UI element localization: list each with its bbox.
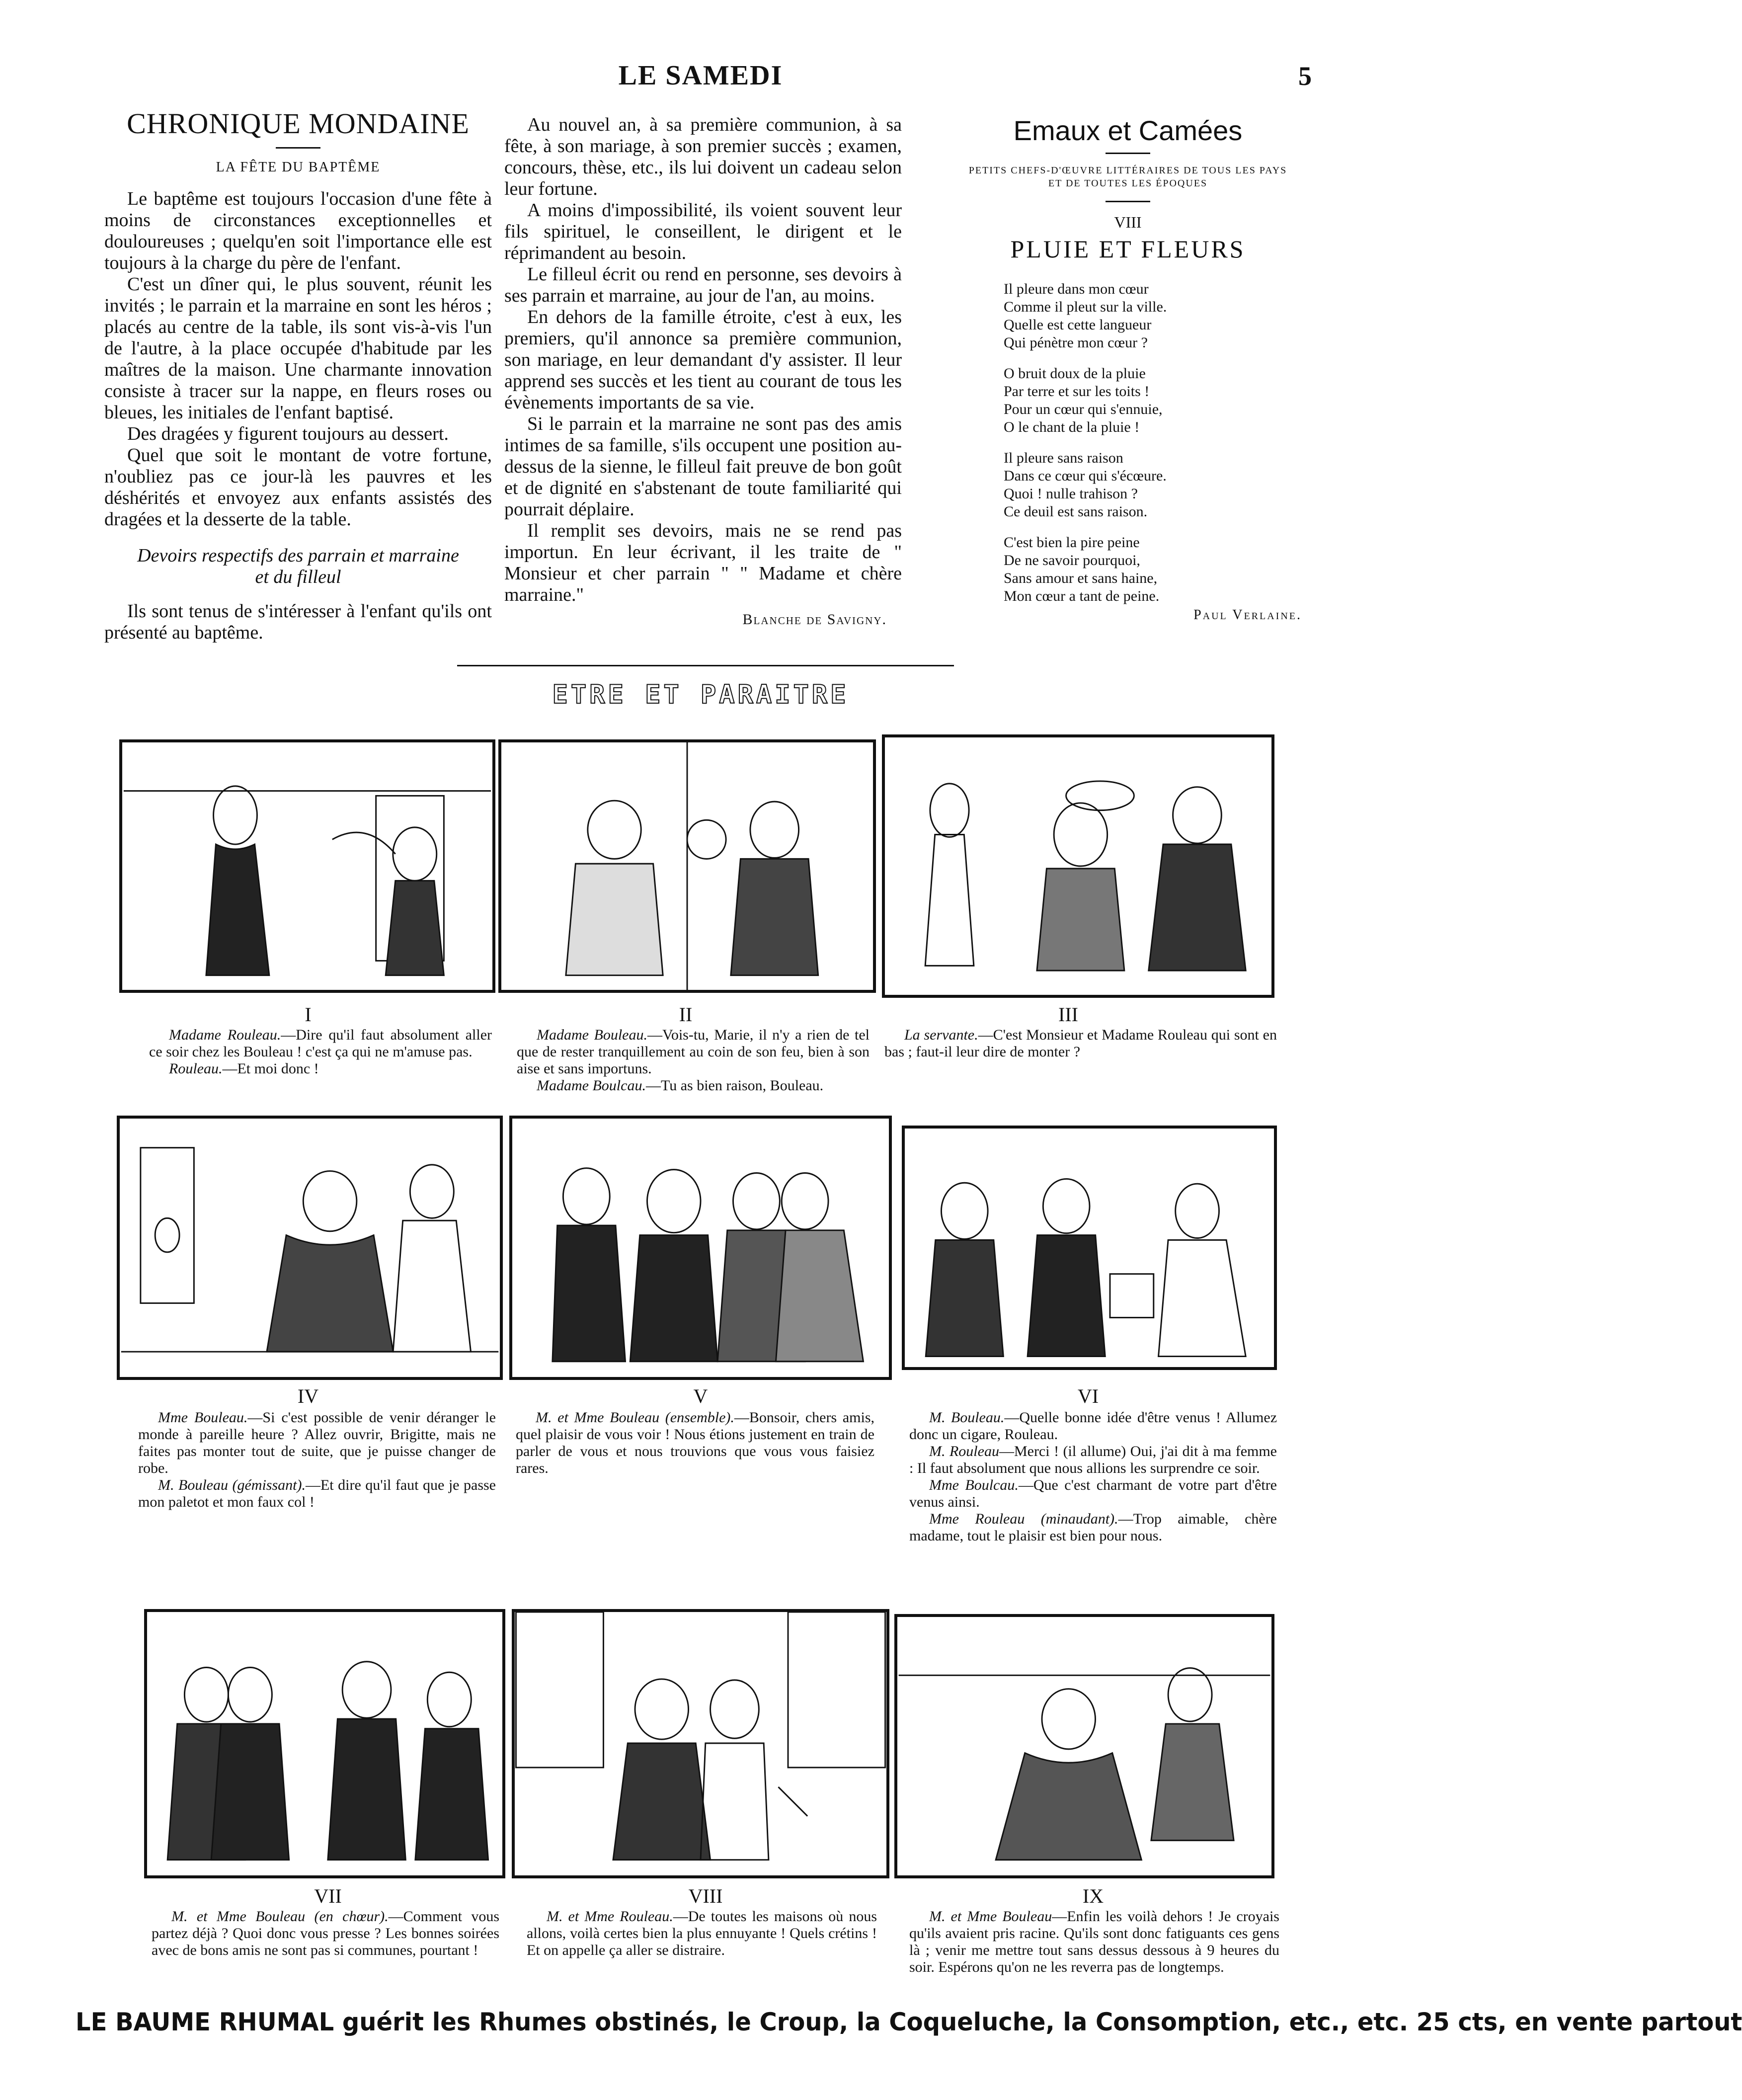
column-two xyxy=(504,114,902,630)
speaker: M. et Mme Rouleau. xyxy=(547,1908,673,1925)
chronique-closing xyxy=(104,601,492,644)
paragraph: En dehors de la famille étroite, c'est à eux, les premiers, qu'il annonce sa première communion, son mariage, en leur demandant d'y assister. Il leur apprend ses succès et les tient au courant de tous les évènements importants de sa vie. xyxy=(504,307,902,413)
paragraph: Au nouvel an, à sa première communion, à sa fête, à son mariage, à son premier succès ; examen, concours, thèse, etc., ils lui doivent un cadeau selon leur fortune. xyxy=(504,114,902,199)
panel-caption-5 xyxy=(516,1409,874,1477)
dialogue: —C'est Monsieur et Madame Rouleau qui sont en bas ; faut-il leur dire de monter ? xyxy=(884,1027,1277,1060)
speaker: Mme Rouleau (minaudant). xyxy=(929,1511,1118,1527)
comic-title: ETRE ET PARAITRE xyxy=(552,680,849,710)
paragraph: Le baptême est toujours l'occasion d'une fête à moins de circonstances exceptionnelles et douloureuses ; quelqu'en soit l'importance elle est toujours à la charge du père de l'enfant. xyxy=(104,188,492,273)
verse: O bruit doux de la pluie xyxy=(1004,365,1146,382)
panel-caption-2 xyxy=(517,1027,870,1094)
panel-illustration xyxy=(512,1119,889,1377)
panel-caption-6 xyxy=(909,1409,1277,1544)
poem-body xyxy=(924,280,1332,605)
panel-illustration xyxy=(501,742,873,990)
comic-panel-8 xyxy=(512,1609,889,1878)
paragraph: Le filleul écrit ou rend en personne, ses devoirs à ses parrain et marraine, au jour de l'an, au moins. xyxy=(504,264,902,306)
comic-panel-3 xyxy=(882,734,1274,998)
panel-numeral: IX xyxy=(1082,1885,1104,1907)
dialogue: —Et dire qu'il faut que je passe mon paletot et mon faux col ! xyxy=(138,1477,496,1510)
comic-panel-2 xyxy=(498,739,876,993)
comic-panel-9 xyxy=(894,1614,1274,1878)
dialogue: —Que c'est charmant de votre part d'être venus ainsi. xyxy=(909,1477,1277,1510)
panel-illustration xyxy=(897,1617,1271,1875)
paragraph: A moins d'impossibilité, ils voient souvent leur fils spirituel, le conseillent, le dirigent et le réprimandent au besoin. xyxy=(504,200,902,263)
panel-caption-7 xyxy=(152,1908,499,1959)
emaux-title: Emaux et Camées xyxy=(1013,115,1243,146)
verse: Par terre et sur les toits ! xyxy=(1004,383,1150,400)
panel-illustration xyxy=(120,1119,500,1377)
emaux-column xyxy=(924,114,1332,623)
chronique-title: CHRONIQUE MONDAINE xyxy=(127,107,470,140)
speaker: Madame Boulcau. xyxy=(537,1077,646,1094)
speaker: M. Bouleau (gémissant). xyxy=(158,1477,306,1493)
verse: Quelle est cette langueur xyxy=(1004,317,1152,333)
poem-author: Paul Verlaine. xyxy=(1193,607,1302,623)
dialogue: —Dire qu'il faut absolument aller ce soir chez les Bouleau ! c'est ça qui ne m'amuse pas. xyxy=(149,1027,492,1060)
page-number: 5 xyxy=(1298,61,1312,91)
verse: Quoi ! nulle trahison ? xyxy=(1004,485,1138,502)
dialogue: —Bonsoir, chers amis, quel plaisir de vous voir ! Nous étions justement en train de parler de vous et nous trouvions que vous vous faisiez rares. xyxy=(516,1409,874,1476)
speaker: Mme Boulcau. xyxy=(929,1477,1019,1493)
stanza xyxy=(1004,280,1332,352)
comic-panel-6 xyxy=(902,1126,1277,1370)
chronique-subtitle: LA FÊTE DU BAPTÊME xyxy=(216,160,381,175)
dialogue: —Tu as bien raison, Bouleau. xyxy=(645,1077,824,1094)
dialogue: —Vois-tu, Marie, il n'y a rien de tel que de rester tranquillement au coin de son feu, bien à son aise et sans importuns. xyxy=(517,1027,870,1077)
panel-numeral: IV xyxy=(297,1385,319,1407)
paragraph: Il remplit ses devoirs, mais ne se rend pas importun. En leur écrivant, il les traite de " Monsieur et cher parrain " " Madame et chère marraine." xyxy=(504,520,902,605)
poem-title: PLUIE ET FLEURS xyxy=(1010,235,1246,263)
panel-caption-9 xyxy=(909,1908,1279,1976)
panel-illustration xyxy=(122,742,492,990)
panel-caption-3 xyxy=(884,1027,1277,1060)
panel-illustration xyxy=(905,1129,1274,1367)
paragraph: Quel que soit le montant de votre fortune, n'oubliez pas ce jour-là les pauvres et les déshérités et envoyez aux enfants assistés des dragées et la desserte de la table. xyxy=(104,445,492,530)
stanza xyxy=(1004,449,1332,521)
speaker: La servante. xyxy=(904,1027,978,1043)
section-heading-line: et du filleul xyxy=(255,566,341,587)
speaker: M. Rouleau xyxy=(929,1443,999,1459)
verse: Mon cœur a tant de peine. xyxy=(1004,588,1160,604)
verse: Dans ce cœur qui s'écœure. xyxy=(1004,468,1167,484)
speaker: Madame Bouleau. xyxy=(537,1027,648,1043)
dialogue: —Merci ! (il allume) Oui, j'ai dit à ma femme : Il faut absolument que nous allions les surprendre ce soir. xyxy=(909,1443,1277,1476)
title-rule xyxy=(1106,201,1150,202)
paragraph: C'est un dîner qui, le plus souvent, réunit les invités ; le parrain et la marraine en sont les héros ; placés au centre de la table, ils sont vis-à-vis l'un de l'autre, à la place occupée d'habitude par les maîtres de la maison. Une charmante innovation consiste à tracer sur la nappe, en fleurs roses ou bleues, les initiales de l'enfant baptisé. xyxy=(104,274,492,423)
newspaper-title: LE SAMEDI xyxy=(618,60,783,91)
dialogue: —Si c'est possible de venir déranger le monde à pareille heure ? Allez ouvrir, Brigitte, mais ne faites pas monter tout de suite, que je puisse changer de robe. xyxy=(138,1409,496,1476)
title-rule xyxy=(276,147,320,149)
verse: C'est bien la pire peine xyxy=(1004,534,1140,551)
panel-numeral: I xyxy=(305,1003,312,1026)
comic-panel-7 xyxy=(144,1609,505,1878)
verse: Ce deuil est sans raison. xyxy=(1004,503,1148,520)
speaker: M. et Mme Bouleau (en chœur). xyxy=(171,1908,389,1925)
panel-numeral: II xyxy=(679,1003,693,1026)
chronique-body xyxy=(104,188,492,530)
emaux-subtitle xyxy=(924,164,1332,190)
panel-caption-8 xyxy=(527,1908,877,1959)
dialogue: —Quelle bonne idée d'être venus ! Allumez donc un cigare, Rouleau. xyxy=(909,1409,1277,1443)
comic-panel-1 xyxy=(119,739,495,993)
dialogue: —Trop aimable, chère madame, tout le plaisir est bien pour nous. xyxy=(909,1511,1277,1544)
paragraph: Si le parrain et la marraine ne sont pas des amis intimes de sa famille, s'ils occupent une position au-dessus de la sienne, le filleul fait preuve de bon goût et de dignité en s'abstenant de toute familiarité qui pourrait déplaire. xyxy=(504,413,902,520)
dialogue: —Enfin les voilà dehors ! Je croyais qu'ils avaient pris racine. Qu'ils sont donc fatiguants ces gens là ; venir me mettre tout sans dessus dessous à 9 heures du soir. Espérons qu'on ne les reverra pas de longtemps. xyxy=(909,1908,1279,1975)
stanza xyxy=(1004,365,1332,436)
speaker: M. et Mme Bouleau (ensemble). xyxy=(536,1409,734,1426)
title-rule xyxy=(1106,153,1150,154)
panel-numeral: VII xyxy=(314,1885,342,1907)
poem-number: VIII xyxy=(1114,213,1142,231)
dialogue: —De toutes les maisons où nous allons, voilà certes bien la plus ennuyante ! Quels crétins ! Et on appelle ça aller se distraire. xyxy=(527,1908,877,1958)
section-heading xyxy=(104,545,492,588)
comic-panel-4 xyxy=(117,1116,503,1380)
panel-illustration xyxy=(885,737,1271,995)
section-heading-line: Devoirs respectifs des parrain et marraine xyxy=(137,545,459,566)
dialogue: —Comment vous partez déjà ? Quoi donc vous presse ? Les bonnes soirées avec de bons amis ne sont pas si communes, pourtant ! xyxy=(152,1908,499,1958)
speaker: Rouleau. xyxy=(169,1060,223,1077)
speaker: Mme Bouleau. xyxy=(158,1409,248,1426)
verse: O le chant de la pluie ! xyxy=(1004,419,1140,435)
verse: De ne savoir pourquoi, xyxy=(1004,552,1140,568)
emaux-subtitle-line: PETITS CHEFS-D'ŒUVRE LITTÉRAIRES DE TOUS LES PAYS xyxy=(968,165,1287,176)
speaker: M. et Mme Bouleau xyxy=(929,1908,1052,1925)
chronique-column xyxy=(104,107,492,644)
verse: Comme il pleut sur la ville. xyxy=(1004,299,1167,315)
verse: Il pleure dans mon cœur xyxy=(1004,281,1149,297)
verse: Sans amour et sans haine, xyxy=(1004,570,1158,586)
speaker: M. Bouleau. xyxy=(929,1409,1005,1426)
panel-numeral: V xyxy=(693,1385,708,1407)
panel-caption-1 xyxy=(149,1027,492,1077)
paragraph: Des dragées y figurent toujours au dessert. xyxy=(127,423,449,444)
stanza xyxy=(1004,534,1332,605)
advertisement-banner: LE BAUME RHUMAL guérit les Rhumes obstinés, le Croup, la Coqueluche, la Consomption, etc., etc. 25 cts, en vente partout xyxy=(76,2008,1742,2036)
panel-numeral: VIII xyxy=(688,1885,723,1907)
signature: Blanche de Savigny. xyxy=(742,611,887,628)
verse: Pour un cœur qui s'ennuie, xyxy=(1004,401,1163,417)
panel-illustration xyxy=(515,1612,886,1875)
section-divider xyxy=(457,665,954,666)
dialogue: —Et moi donc ! xyxy=(222,1060,319,1077)
emaux-subtitle-line: ET DE TOUTES LES ÉPOQUES xyxy=(1048,178,1208,189)
paragraph: Ils sont tenus de s'intéresser à l'enfant qu'ils ont présenté au baptême. xyxy=(104,601,492,643)
panel-illustration xyxy=(147,1612,502,1875)
verse: Il pleure sans raison xyxy=(1004,450,1123,466)
verse: Qui pénètre mon cœur ? xyxy=(1004,334,1148,351)
speaker: Madame Rouleau. xyxy=(169,1027,281,1043)
comic-panel-5 xyxy=(509,1116,892,1380)
panel-numeral: VI xyxy=(1077,1385,1099,1407)
panel-caption-4 xyxy=(138,1409,496,1511)
panel-numeral: III xyxy=(1058,1003,1078,1026)
